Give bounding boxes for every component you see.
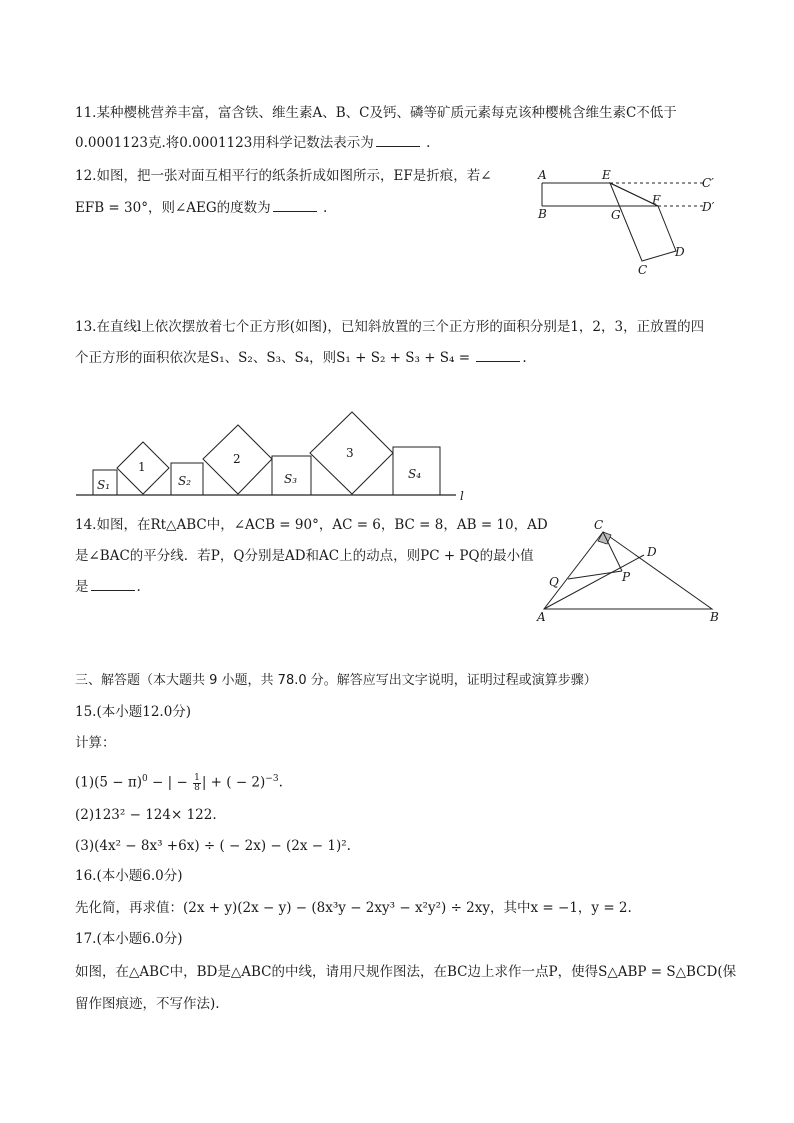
fig14-label-A: A: [537, 610, 546, 624]
fig12-label-G: G: [611, 208, 621, 222]
q13-figure: [70, 405, 480, 505]
answer-blank: [476, 349, 520, 362]
fig12-label-E: E: [602, 168, 611, 182]
fig12-label-D-prime: D′: [702, 200, 715, 214]
square-S2: S₂: [178, 474, 192, 488]
q15-p1-a: (1)(5 − π): [75, 774, 143, 791]
fig14-label-D: D: [647, 545, 657, 559]
q17-title: 17.(本小题6.0分): [75, 931, 183, 947]
fig12-label-C: C: [638, 263, 648, 277]
q15-part1: [75, 770, 283, 793]
q13-line1: 13.在直线l上依次摆放着七个正方形(如图)，已知斜放置的三个正方形的面积分别是1，2，3，正放置的四: [75, 319, 705, 335]
fig12-label-F: F: [652, 193, 661, 207]
q14-line3: [75, 578, 141, 596]
fig12-label-C-prime: C′: [702, 176, 714, 190]
q14-line1: 14.如图，在Rt△ABC中，∠ACB = 90°，AC = 6，BC = 8，AB = 10，AD: [75, 517, 548, 533]
q14-text: 是: [75, 579, 89, 595]
square-S3: S₃: [284, 472, 298, 486]
q14-end: .: [136, 579, 141, 595]
q14-figure: [530, 515, 730, 627]
q13-line2: [75, 349, 527, 367]
q12-figure: [530, 165, 730, 280]
q15-p1-c: | + ( − 2): [201, 774, 266, 791]
q15-p1-exp2: −3: [265, 774, 279, 784]
q15-intro: 计算：: [75, 735, 116, 751]
q17-line2: 留作图痕迹，不写作法).: [75, 996, 220, 1012]
q14-line2: 是∠BAC的平分线．若P，Q分别是AD和AC上的动点，则PC + PQ的最小值: [75, 548, 534, 564]
answer-blank: [273, 199, 317, 212]
tilted-square-3: 3: [346, 446, 354, 460]
q16-text: 先化简，再求值：(2x + y)(2x − y) − (8x³y − 2xy³ − x²y²) ÷ 2xy，其中x = −1，y = 2.: [75, 900, 632, 916]
fig14-label-B: B: [710, 610, 719, 624]
answer-blank: [376, 134, 420, 147]
q15-p2-text: (2)123² − 124× 122.: [75, 807, 217, 823]
answer-blank: [91, 578, 135, 591]
q12-line2: [75, 199, 327, 217]
fig14-label-C: C: [594, 518, 604, 532]
line-label-l: l: [460, 489, 464, 503]
fraction-one-eighth: [193, 774, 201, 793]
section-3-heading: 三、解答题（本大题共 9 小题，共 78.0 分。解答应写出文字说明，证明过程或演算步骤）: [75, 673, 597, 688]
q15-p3-text: (3)(4x² − 8x³ +6x) ÷ ( − 2x) − (2x − 1)².: [75, 838, 351, 854]
q15-part3: [75, 837, 351, 855]
tilted-square-1: 1: [138, 460, 146, 474]
q15-p1-d: .: [278, 774, 283, 791]
q17-line1: 如图，在△ABC中，BD是△ABC的中线，请用尺规作图法，在BC边上求作一点P，使得S△ABP = S△BCD(保: [75, 964, 737, 980]
q12-line1: 12.如图，把一张对面互相平行的纸条折成如图所示，EF是折痕，若∠: [75, 168, 492, 184]
square-S4: S₄: [408, 467, 422, 481]
fig12-label-D: D: [675, 245, 685, 259]
fraction-denominator: 8: [194, 782, 200, 793]
q12-end: .: [322, 200, 328, 216]
tilted-square-2: 2: [233, 452, 241, 466]
fig12-label-A: A: [538, 168, 547, 182]
q11-text: 0.0001123克.将0.0001123用科学记数法表示为: [75, 135, 374, 151]
q15-title: 15.(本小题12.0分): [75, 704, 192, 720]
q15-part2: [75, 806, 217, 824]
q11-line2: [75, 134, 430, 152]
fig14-label-Q: Q: [549, 575, 559, 589]
q15-p1-b: − | −: [147, 774, 193, 791]
q11-end: .: [426, 135, 431, 151]
fig14-label-P: P: [622, 570, 631, 584]
q12-text: EFB = 30°，则∠AEG的度数为: [75, 200, 271, 216]
square-S1: S₁: [97, 478, 111, 492]
q13-text: 个正方形的面积依次是S₁、S₂、S₃、S₄，则S₁ + S₂ + S₃ + S₄ =: [75, 350, 475, 366]
q11-line1: 11.某种樱桃营养丰富，富含铁、维生素A、B、C及钙、磷等矿质元素每克该种樱桃含维生素C不低于: [75, 105, 677, 121]
fraction-numerator: 1: [194, 772, 200, 783]
fig12-label-B: B: [538, 207, 547, 221]
q16-title: 16.(本小题6.0分): [75, 868, 183, 884]
q15-p1-exp: 0: [142, 774, 148, 784]
q13-end: .: [522, 350, 527, 366]
